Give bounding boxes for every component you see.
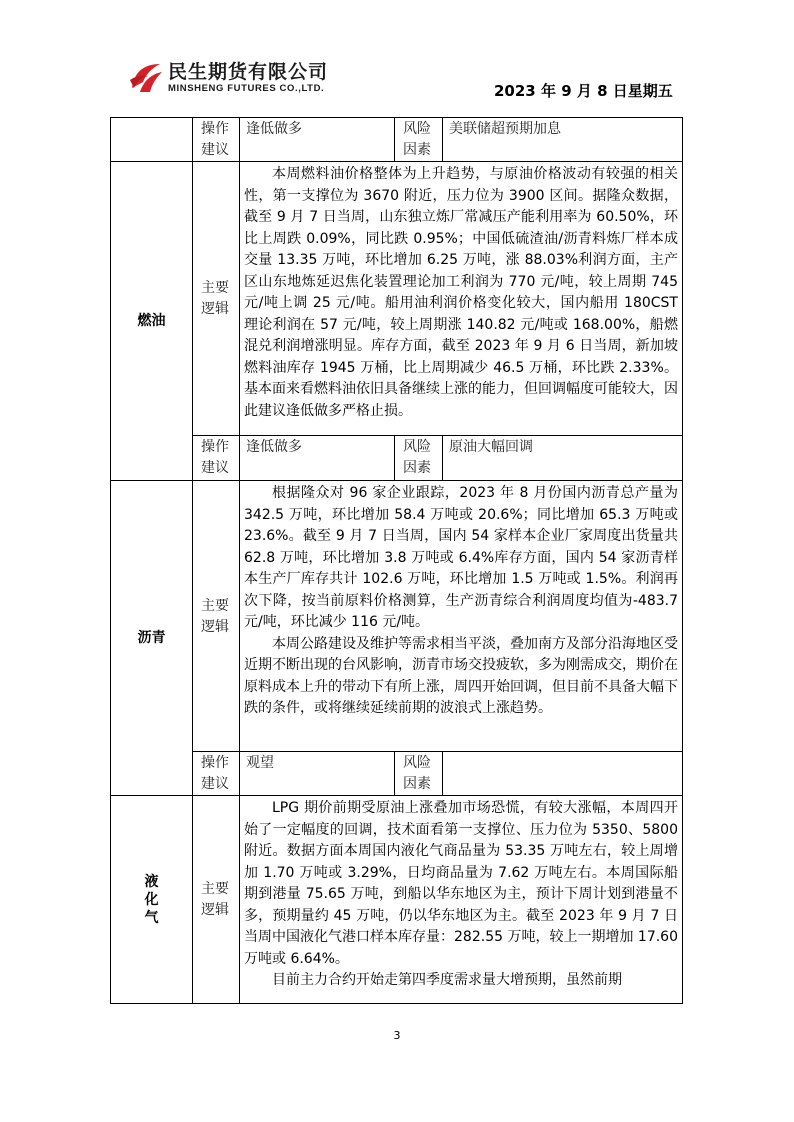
category-fuel: 燃油 [111, 162, 193, 481]
category-cell-empty [111, 118, 193, 162]
company-name-cn: 民生期货有限公司 [168, 61, 329, 83]
operation-value: 逢低做多 [240, 118, 395, 162]
operation-label: 操作建议 [193, 752, 240, 796]
page-number: 3 [393, 1029, 401, 1042]
risk-label: 风险因素 [395, 118, 443, 162]
logic-label: 主要逻辑 [193, 162, 240, 436]
operation-label: 操作建议 [193, 118, 240, 162]
risk-value: 原油大幅回调 [443, 436, 683, 481]
fuel-logic-text [240, 162, 683, 436]
asphalt-logic-paragraph-1: 根据隆众对 96 家企业跟踪，2023 年 8 月份国内沥青总产量为 342.5 万吨，环比增加 58.4 万吨或 20.6%；同比增加 65.3 万吨或 23.6%。截至 9 月 7 日当周，国内 54 家样本企业厂家周度出货量共 62.8 万吨，环比增加 3.8 万吨或 6.4%库存方面，国内 54 家沥青样本生产厂库存共计 102.6 万吨，环比增加 1.5 万吨或 1.5%。利润再次下降，按当前原料价格测算，生产沥青综合利润周度均值为-483.7 元/吨，环比减少 116 元/吨。 [244, 485, 678, 630]
risk-label: 风险因素 [395, 436, 443, 481]
risk-value: 美联储超预期加息 [443, 118, 683, 162]
lpg-logic-text [240, 796, 683, 1004]
category-asphalt: 沥青 [111, 481, 193, 796]
risk-label: 风险因素 [395, 752, 443, 796]
table-row-asphalt-logic [111, 481, 683, 752]
lpg-logic-paragraph-1: LPG 期价前期受原油上涨叠加市场恐慌，有较大涨幅，本周四开始了一定幅度的回调，技术面看第一支撑位、压力位为 5350、5800 附近。数据方面本周国内液化气商品量为 53.35 万吨左右，较上周增加 1.70 万吨或 3.29%，日均商品量为 7.62 万吨左右。本周国际船期到港量 75.65 万吨，到船以华东地区为主，预计下周计划到港量不多，预期量约 45 万吨，仍以华东地区为主。截至 2023 年 9 月 7 日当周中国液化气港口样本库存量：282.55 万吨，较上一期增加 17.60 万吨或 6.64%。 [244, 800, 678, 967]
fuel-logic-paragraph: 本周燃料油价格整体为上升趋势，与原油价格波动有较强的相关性，第一支撑位为 3670 附近，压力位为 3900 区间。据隆众数据，截至 9 月 7 日当周，山东独立炼厂常减压产能利用率为 60.50%，环比上周跌 0.09%，同比跌 0.95%；中国低硫渣油/沥青料炼厂样本成交量 13.35 万吨，环比增加 6.25 万吨，涨 88.03%利润方面，主产区山东地炼延迟焦化装置理论加工利润为 770 元/吨，较上周期 745 元/吨上调 25 元/吨。船用油利润价格变化较大，国内船用 180CST 理论利润在 57 元/吨，较上周期涨 140.82 元/吨或 168.00%，船燃混兑利润增涨明显。库存方面，截至 2023 年 9 月 6 日当周，新加坡燃料油库存 1945 万桶，比上周期减少 46.5 万桶，环比跌 2.33%。基本面来看燃料油依旧具备继续上涨的能力，但回调幅度可能较大，因此建议逢低做多严格止损。 [244, 166, 678, 419]
table-row-lpg-logic [111, 796, 683, 1004]
category-lpg [111, 796, 193, 1004]
logic-label: 主要逻辑 [193, 796, 240, 1004]
risk-value [443, 752, 683, 796]
company-name-en: MINSHENG FUTURES CO.,LTD. [168, 83, 325, 94]
lpg-logic-paragraph-2: 目前主力合约开始走第四季度需求量大增预期，虽然前期 [272, 972, 622, 988]
commodity-table [110, 117, 683, 1004]
operation-value: 观望 [240, 752, 395, 796]
table-row-top [111, 118, 683, 162]
asphalt-logic-text [240, 481, 683, 752]
report-date: 2023 年 9 月 8 日星期五 [494, 82, 673, 100]
table-row-fuel-operation [111, 436, 683, 481]
asphalt-logic-paragraph-2: 本周公路建设及维护等需求相当平淡，叠加南方及部分沿海地区受近期不断出现的台风影响，沥青市场交投疲软，多为刚需成交，期价在原料成本上升的带动下有所上涨，周四开始回调，但目前不具备大幅下跌的条件，或将继续延续前期的波浪式上涨趋势。 [244, 635, 678, 716]
table-row-asphalt-operation [111, 752, 683, 796]
category-lpg-label: 液化气 [144, 873, 159, 926]
page-header [0, 0, 794, 118]
operation-label: 操作建议 [193, 436, 240, 481]
company-logo [128, 56, 358, 102]
logo-emblem-icon [128, 58, 164, 96]
operation-value: 逢低做多 [240, 436, 395, 481]
logic-label: 主要逻辑 [193, 481, 240, 752]
table-row-fuel-logic [111, 162, 683, 436]
